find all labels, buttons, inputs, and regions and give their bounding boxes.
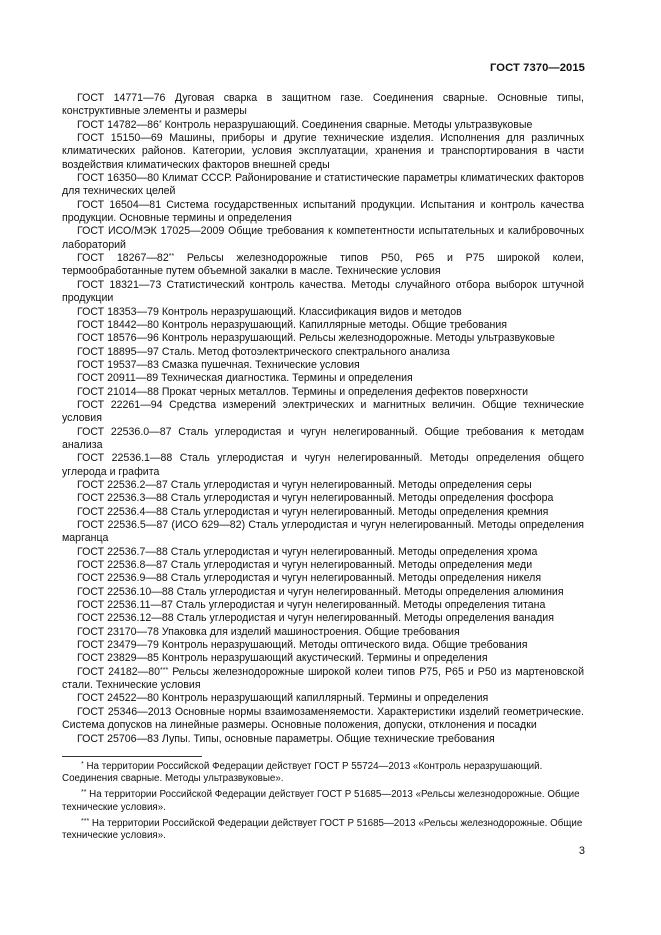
reference-item (62, 639, 584, 652)
reference-text: ГОСТ ИСО/МЭК 17025—2009 Общие требования к компетентности испытательных и калибровочных лабораторий (62, 225, 584, 251)
reference-item (62, 119, 584, 132)
reference-item (62, 132, 584, 172)
reference-text-rest: Рельсы железнодорожные широкой колеи типов Р75, Р65 и Р50 из мартеновской стали. Технические условия (62, 665, 584, 692)
reference-text: ГОСТ 16350—80 Климат СССР. Районирование и статистические параметры климатических факторов для технических целей (62, 172, 584, 198)
reference-text: ГОСТ 22536.1—88 Сталь углеродистая и чугун нелегированный. Методы определения общего углерода и графита (62, 452, 584, 478)
footnote-mark: * (158, 119, 162, 127)
reference-item (62, 506, 584, 519)
reference-text: ГОСТ 22536.10—88 Сталь углеродистая и чугун нелегированный. Методы определения алюминия (77, 585, 564, 598)
reference-text: ГОСТ 22536.7—88 Сталь углеродистая и чугун нелегированный. Методы определения хрома (77, 545, 538, 558)
reference-text: ГОСТ 23829—85 Контроль неразрушающий акустический. Термины и определения (77, 652, 488, 665)
reference-item (62, 346, 584, 359)
reference-text: ГОСТ 24182—80 (77, 665, 160, 678)
reference-text: ГОСТ 22536.0—87 Сталь углеродистая и чугун нелегированный. Общие требования к методам анализа (62, 425, 584, 451)
reference-text: ГОСТ 22536.11—87 Сталь углеродистая и чугун нелегированный. Методы определения титана (77, 599, 546, 612)
reference-item (62, 612, 584, 625)
reference-item (62, 652, 584, 665)
reference-item (62, 599, 584, 612)
reference-item (62, 172, 584, 199)
reference-text: ГОСТ 22536.8—87 Сталь углеродистая и чугун нелегированный. Методы определения меди (77, 559, 533, 572)
reference-item (62, 626, 584, 639)
reference-text: ГОСТ 24522—80 Контроль неразрушающий капиллярный. Термины и определения (77, 692, 489, 705)
reference-text-rest: Контроль неразрушающий. Соединения сварные. Методы ультразвуковые (161, 118, 533, 131)
reference-text: ГОСТ 18442—80 Контроль неразрушающий. Капиллярные методы. Общие требования (77, 318, 508, 331)
reference-text: ГОСТ 14782—86 (77, 118, 159, 131)
footnote-text: На территории Российской Федерации действует ГОСТ Р 55724—2013 «Контроль неразрушающий. Соединения сварные. Методы ультразвуковые». (62, 761, 543, 785)
reference-item (62, 733, 584, 746)
reference-text: ГОСТ 18353—79 Контроль неразрушающий. Классификация видов и методов (77, 305, 462, 318)
footnote (62, 818, 584, 842)
reference-text: ГОСТ 18576—96 Контроль неразрушающий. Рельсы железнодорожные. Методы ультразвуковые (77, 332, 555, 345)
reference-item (62, 479, 584, 492)
reference-item (62, 225, 584, 252)
reference-text: ГОСТ 22536.9—88 Сталь углеродистая и чугун нелегированный. Методы определения никеля (77, 572, 542, 585)
page-number: 3 (578, 845, 585, 857)
reference-text: ГОСТ 23479—79 Контроль неразрушающий. Методы оптического вида. Общие требования (77, 639, 528, 652)
reference-text: ГОСТ 18321—73 Статистический контроль качества. Методы случайного отбора выборок штучной продукции (62, 278, 584, 305)
reference-text: ГОСТ 25346—2013 Основные нормы взаимозаменяемости. Характеристики изделий геометрические. Система допусков на линейные размеры. Основные положения, допуски, отклонения и посадки (62, 705, 584, 732)
reference-text: ГОСТ 22536.3—88 Сталь углеродистая и чугун нелегированный. Методы определения фосфора (77, 492, 554, 505)
reference-text: ГОСТ 22536.5—87 (ИСО 629—82) Сталь углеродистая и чугун нелегированный. Методы определения марганца (62, 519, 584, 545)
reference-item (62, 319, 584, 332)
reference-item (62, 386, 584, 399)
reference-item (62, 452, 584, 479)
reference-text: ГОСТ 22261—94 Средства измерений электрических и магнитных величин. Общие технические условия (62, 398, 584, 425)
footnote-text: На территории Российской Федерации действует ГОСТ Р 51685—2013 «Рельсы железнодорожные. Общие технические условия». (62, 789, 580, 813)
reference-item (62, 332, 584, 345)
reference-item (62, 372, 584, 385)
reference-text: ГОСТ 14771—76 Дуговая сварка в защитном газе. Соединения сварные. Основные типы, конструктивные элементы и размеры (62, 92, 584, 118)
reference-text: ГОСТ 22536.4—88 Сталь углеродистая и чугун нелегированный. Методы определения кремния (77, 505, 549, 518)
reference-item (62, 519, 584, 546)
reference-item (62, 692, 584, 705)
reference-text: ГОСТ 21014—88 Прокат черных металлов. Термины и определения дефектов поверхности (77, 385, 529, 398)
reference-text: ГОСТ 18895—97 Сталь. Метод фотоэлектрического спектрального анализа (77, 345, 450, 358)
reference-text: ГОСТ 16504—81 Система государственных испытаний продукции. Испытания и контроль качества продукции. Основные термины и определения (62, 198, 584, 225)
reference-item (62, 492, 584, 505)
reference-text: ГОСТ 20911—89 Техническая диагностика. Термины и определения (77, 372, 413, 385)
footnote-mark: ** (81, 789, 87, 797)
footnotes (62, 761, 584, 846)
reference-item (62, 572, 584, 585)
footnote-mark: *** (81, 817, 90, 825)
reference-text: ГОСТ 22536.2—87 Сталь углеродистая и чугун нелегированный. Методы определения серы (77, 478, 532, 491)
footnote (62, 789, 584, 813)
normative-references-list (62, 92, 584, 746)
footnote-separator (62, 756, 202, 757)
reference-item (62, 706, 584, 733)
reference-text: ГОСТ 19537—83 Смазка пушечная. Технические условия (77, 358, 360, 371)
reference-item (62, 399, 584, 426)
reference-item (62, 359, 584, 372)
reference-item (62, 559, 584, 572)
reference-item (62, 426, 584, 453)
reference-text-rest: Рельсы железнодорожные типов Р50, Р65 и Р75 широкой колеи, термообработанные путем объемной закалки в масле. Технические условия (62, 252, 584, 278)
reference-item (62, 199, 584, 226)
footnote-mark: *** (160, 666, 169, 674)
footnote (62, 761, 584, 785)
reference-item (62, 92, 584, 119)
footnote-mark: ** (168, 253, 175, 261)
footnote-mark: * (81, 761, 84, 768)
footnote-text: На территории Российской Федерации действует ГОСТ Р 51685—2013 «Рельсы железнодорожные. Общие технические условия». (62, 817, 583, 842)
document-header: ГОСТ 7370—2015 (489, 62, 585, 74)
reference-item (62, 252, 584, 279)
reference-item (62, 546, 584, 559)
reference-item (62, 586, 584, 599)
reference-text: ГОСТ 25706—83 Лупы. Типы, основные параметры. Общие технические требования (77, 732, 495, 745)
reference-item (62, 666, 584, 693)
reference-text: ГОСТ 22536.12—88 Сталь углеродистая и чугун нелегированный. Методы определения ванадия (77, 612, 554, 625)
reference-text: ГОСТ 23170—78 Упаковка для изделий машиностроения. Общие требования (77, 625, 460, 638)
reference-text: ГОСТ 15150—69 Машины, приборы и другие технические изделия. Исполнения для различных климатических районов. Категории, условия эксплуатации, хранения и транспортирования в части воздействия климатических факторов внешней среды (62, 132, 584, 171)
reference-item (62, 279, 584, 306)
reference-item (62, 306, 584, 319)
reference-text: ГОСТ 18267—82 (77, 252, 169, 265)
